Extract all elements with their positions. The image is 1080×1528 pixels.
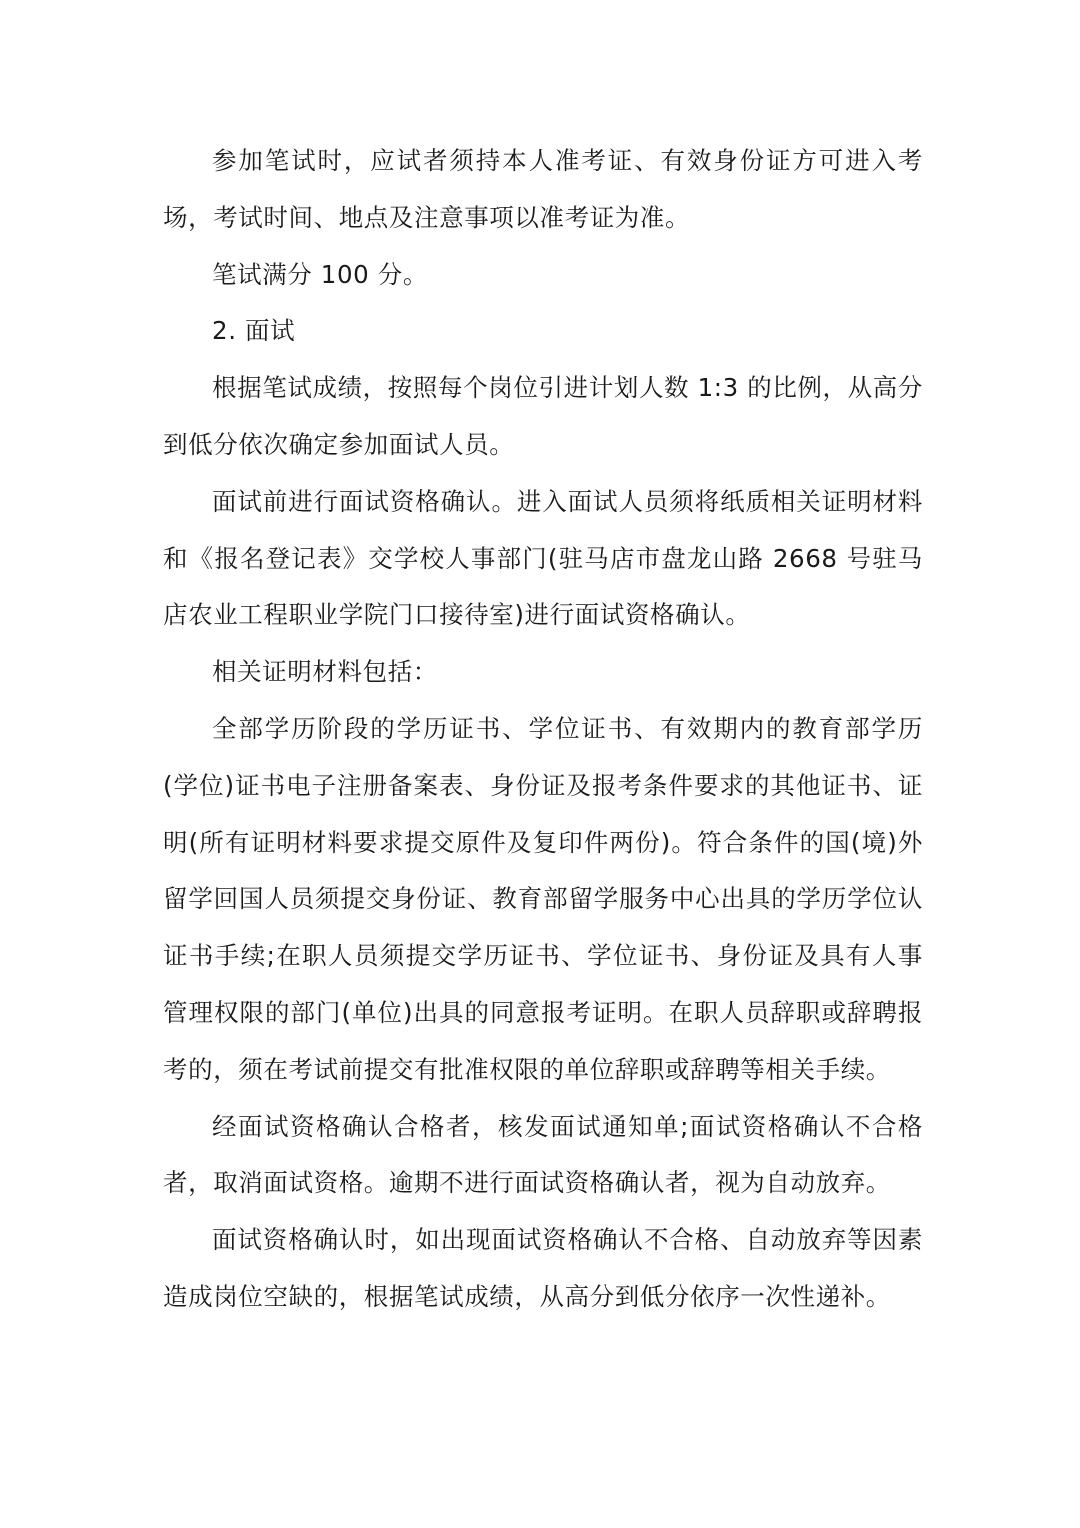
paragraph-qualification-result: 经面试资格确认合格者，核发面试通知单;面试资格确认不合格者，取消面试资格。逾期不进行面试资格确认者，视为自动放弃。 — [163, 1111, 923, 1198]
paragraph-qualification-check: 面试前进行面试资格确认。进入面试人员须将纸质相关证明材料和《报名登记表》交学校人事部门(驻马店市盘龙山路 2668 号驻马店农业工程职业学院门口接待室)进行面试资格确认。 — [163, 486, 923, 630]
document-page — [163, 133, 923, 1326]
paragraph-vacancy-fill: 面试资格确认时，如出现面试资格确认不合格、自动放弃等因素造成岗位空缺的，根据笔试成绩，从高分到低分依序一次性递补。 — [163, 1225, 923, 1311]
paragraph-materials-heading: 相关证明材料包括： — [212, 657, 438, 687]
paragraph-exam-score: 笔试满分 100 分。 — [212, 259, 428, 289]
paragraph-exam-admission: 参加笔试时，应试者须持本人准考证、有效身份证方可进入考场，考试时间、地点及注意事项以准考证为准。 — [163, 146, 923, 232]
section-heading-interview: 2. 面试 — [212, 316, 296, 346]
paragraph-materials-list: 全部学历阶段的学历证书、学位证书、有效期内的教育部学历(学位)证书电子注册备案表、身份证及报考条件要求的其他证书、证明(所有证明材料要求提交原件及复印件两份)。符合条件的国(境)外留学回国人员须提交身份证、教育部留学服务中心出具的学历学位认证书手续;在职人员须提交学历证书、学位证书、身份证及具有人事管理权限的部门(单位)出具的同意报考证明。在职人员辞职或辞聘报考的，须在考试前提交有批准权限的单位辞职或辞聘等相关手续。 — [163, 713, 923, 1084]
paragraph-interview-ratio: 根据笔试成绩，按照每个岗位引进计划人数 1:3 的比例，从高分到低分依次确定参加面试人员。 — [163, 373, 923, 459]
